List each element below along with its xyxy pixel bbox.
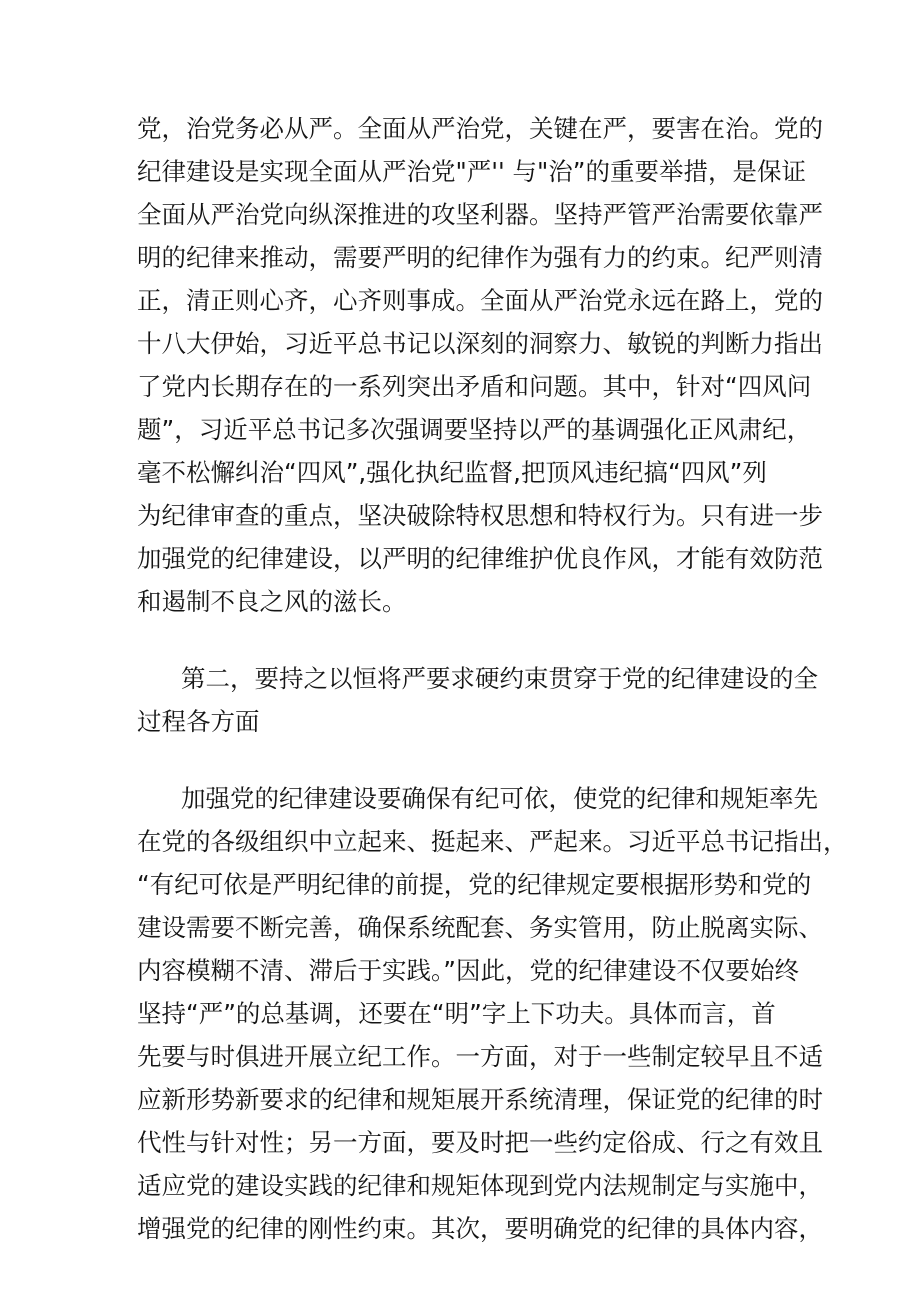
text-line: 毫不松懈纠治“四风”,强化执纪监督,把顶风违纪搞“四风”列	[137, 458, 767, 487]
text-line: 纪律建设是实现全面从严治党"严'' 与"治”的重要举措，是保证	[137, 157, 806, 186]
text-line: 正，清正则心齐，心齐则事成。全面从严治党永远在路上，党的	[137, 286, 823, 315]
text-line: 党，治党务必从严。全面从严治党，关键在严，要害在治。党的	[137, 114, 823, 143]
text-line: 题”，习近平总书记多次强调要坚持以严的基调强化正风肃纪，	[137, 415, 812, 444]
text-line: 和遏制不良之风的滋长。	[137, 587, 407, 616]
text-line: 十八大伊始，习近平总书记以深刻的洞察力、敏锐的判断力指出	[137, 329, 823, 358]
text-line: 增强党的纪律的刚性约束。其次，要明确党的纪律的具体内容，	[137, 1214, 823, 1243]
text-line: 应新形势新要求的纪律和规矩展开系统清理，保证党的纪律的时	[137, 1085, 823, 1114]
text-line: 了党内长期存在的一系列突出矛盾和问题。其中，针对“四风问	[137, 372, 812, 401]
text-line: 加强党的纪律建设要确保有纪可依，使党的纪律和规矩率先	[181, 784, 818, 813]
text-line: 建设需要不断完善，确保系统配套、务实管用，防止脱离实际、	[137, 913, 823, 942]
heading-line: 第二，要持之以恒将严要求硬约束贯穿于党的纪律建设的全	[181, 664, 818, 693]
text-line: 在党的各级组织中立起来、挺起来、严起来。习近平总书记指出，	[137, 827, 848, 856]
text-line: 为纪律审查的重点，坚决破除特权思想和特权行为。只有进一步	[137, 501, 823, 530]
text-line: 明的纪律来推动，需要严明的纪律作为强有力的约束。纪严则清	[137, 243, 823, 272]
text-line: 坚持“严”的总基调，还要在“明”字上下功夫。具体而言，首	[137, 999, 776, 1028]
text-line: 先要与时俱进开展立纪工作。一方面，对于一些制定较早且不适	[137, 1042, 823, 1071]
text-line: 全面从严治党向纵深推进的攻坚利器。坚持严管严治需要依靠严	[137, 200, 823, 229]
text-line: 内容模糊不清、滞后于实践。”因此，党的纪律建设不仅要始终	[137, 956, 799, 985]
text-line: 适应党的建设实践的纪律和规矩体现到党内法规制定与实施中，	[137, 1171, 823, 1200]
text-line: 加强党的纪律建设，以严明的纪律维护优良作风，才能有效防范	[137, 544, 823, 573]
text-line: 代性与针对性；另一方面，要及时把一些约定俗成、行之有效且	[137, 1128, 823, 1157]
text-line: “有纪可依是严明纪律的前提，党的纪律规定要根据形势和党的	[137, 870, 812, 899]
heading-line: 过程各方面	[137, 707, 260, 736]
